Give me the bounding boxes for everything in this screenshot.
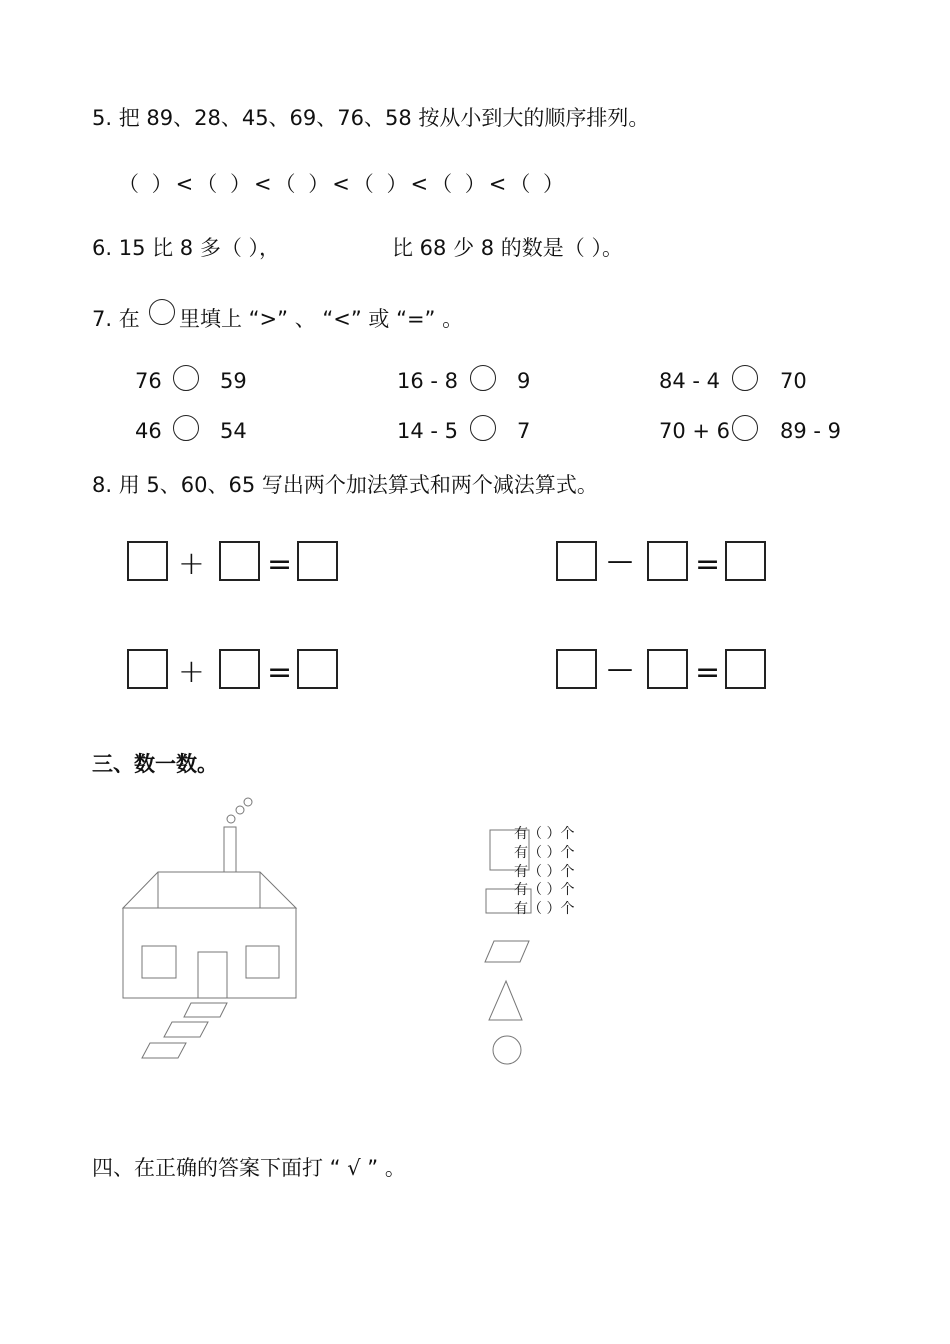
compare-right: 54 (220, 419, 247, 443)
equals-sign: = (267, 547, 293, 582)
answer-box (648, 542, 687, 580)
answer-box (557, 650, 596, 688)
compare-circle[interactable] (470, 415, 496, 441)
q5-text: 5. 把 89、28、45、69、76、58 按从小到大的顺序排列。 (92, 106, 650, 130)
minus-sign: — (607, 546, 633, 576)
compare-left: 16 - 8 (397, 369, 459, 393)
compare-left: 46 (135, 419, 162, 443)
window (142, 946, 176, 978)
compare-left: 14 - 5 (397, 419, 459, 443)
plus-sign: + (178, 544, 205, 582)
smoke-circle (236, 806, 244, 814)
q7-suffix: 里填上 “>” 、 “<” 或 “=” 。 (179, 307, 464, 331)
compare-circle[interactable] (173, 365, 199, 391)
circle-icon (149, 299, 175, 325)
path-stone (184, 1003, 227, 1017)
count-label[interactable]: 有（ ）个 (514, 864, 575, 880)
path-stone (142, 1043, 186, 1058)
compare-circle[interactable] (732, 415, 758, 441)
compare-left: 76 (135, 369, 162, 393)
q6-part2[interactable]: 比 68 少 8 的数是（ ）。 (392, 236, 623, 260)
parallelogram-shape (485, 941, 529, 962)
circle-shape (493, 1036, 521, 1064)
path-stone (164, 1022, 208, 1037)
chimney (224, 827, 236, 872)
count-label[interactable]: 有（ ）个 (514, 845, 575, 861)
compare-right: 9 (517, 369, 531, 393)
section3-title: 三、数一数。 (92, 752, 218, 776)
answer-box (726, 650, 765, 688)
answer-box (726, 542, 765, 580)
count-label[interactable]: 有（ ）个 (514, 826, 575, 842)
section4-title: 四、在正确的答案下面打 “ √ ” 。 (92, 1156, 406, 1180)
answer-box (298, 650, 337, 688)
count-label[interactable]: 有（ ）个 (514, 882, 575, 898)
plus-sign: + (178, 652, 205, 690)
minus-sign: — (607, 654, 633, 684)
compare-circle[interactable] (470, 365, 496, 391)
smoke-circle (227, 815, 235, 823)
door (198, 952, 227, 998)
q7-prefix: 7. 在 (92, 307, 140, 331)
house-wall (123, 908, 296, 998)
answer-box (557, 542, 596, 580)
answer-box (220, 650, 259, 688)
compare-left: 70 + 6 (659, 419, 731, 443)
q8-text: 8. 用 5、60、65 写出两个加法算式和两个减法算式。 (92, 473, 598, 497)
compare-left: 84 - 4 (659, 369, 721, 393)
smoke-circle (244, 798, 252, 806)
compare-circle[interactable] (732, 365, 758, 391)
q6-part1[interactable]: 6. 15 比 8 多（ ）， (92, 236, 280, 260)
count-label[interactable]: 有（ ）个 (514, 901, 575, 917)
q5-answer-slots[interactable]: （ ）<（ ）<（ ）<（ ）<（ ）<（ ） (118, 172, 568, 196)
equals-sign: = (267, 655, 293, 690)
compare-right: 59 (220, 369, 247, 393)
roof (123, 872, 296, 908)
equals-sign: = (695, 547, 721, 582)
answer-box (220, 542, 259, 580)
answer-box (128, 650, 167, 688)
compare-right: 70 (780, 369, 807, 393)
equals-sign: = (695, 655, 721, 690)
compare-circle[interactable] (173, 415, 199, 441)
window (246, 946, 279, 978)
answer-box (298, 542, 337, 580)
triangle-shape (489, 981, 522, 1020)
answer-box (128, 542, 167, 580)
compare-right: 89 - 9 (780, 419, 842, 443)
answer-box (648, 650, 687, 688)
compare-right: 7 (517, 419, 531, 443)
